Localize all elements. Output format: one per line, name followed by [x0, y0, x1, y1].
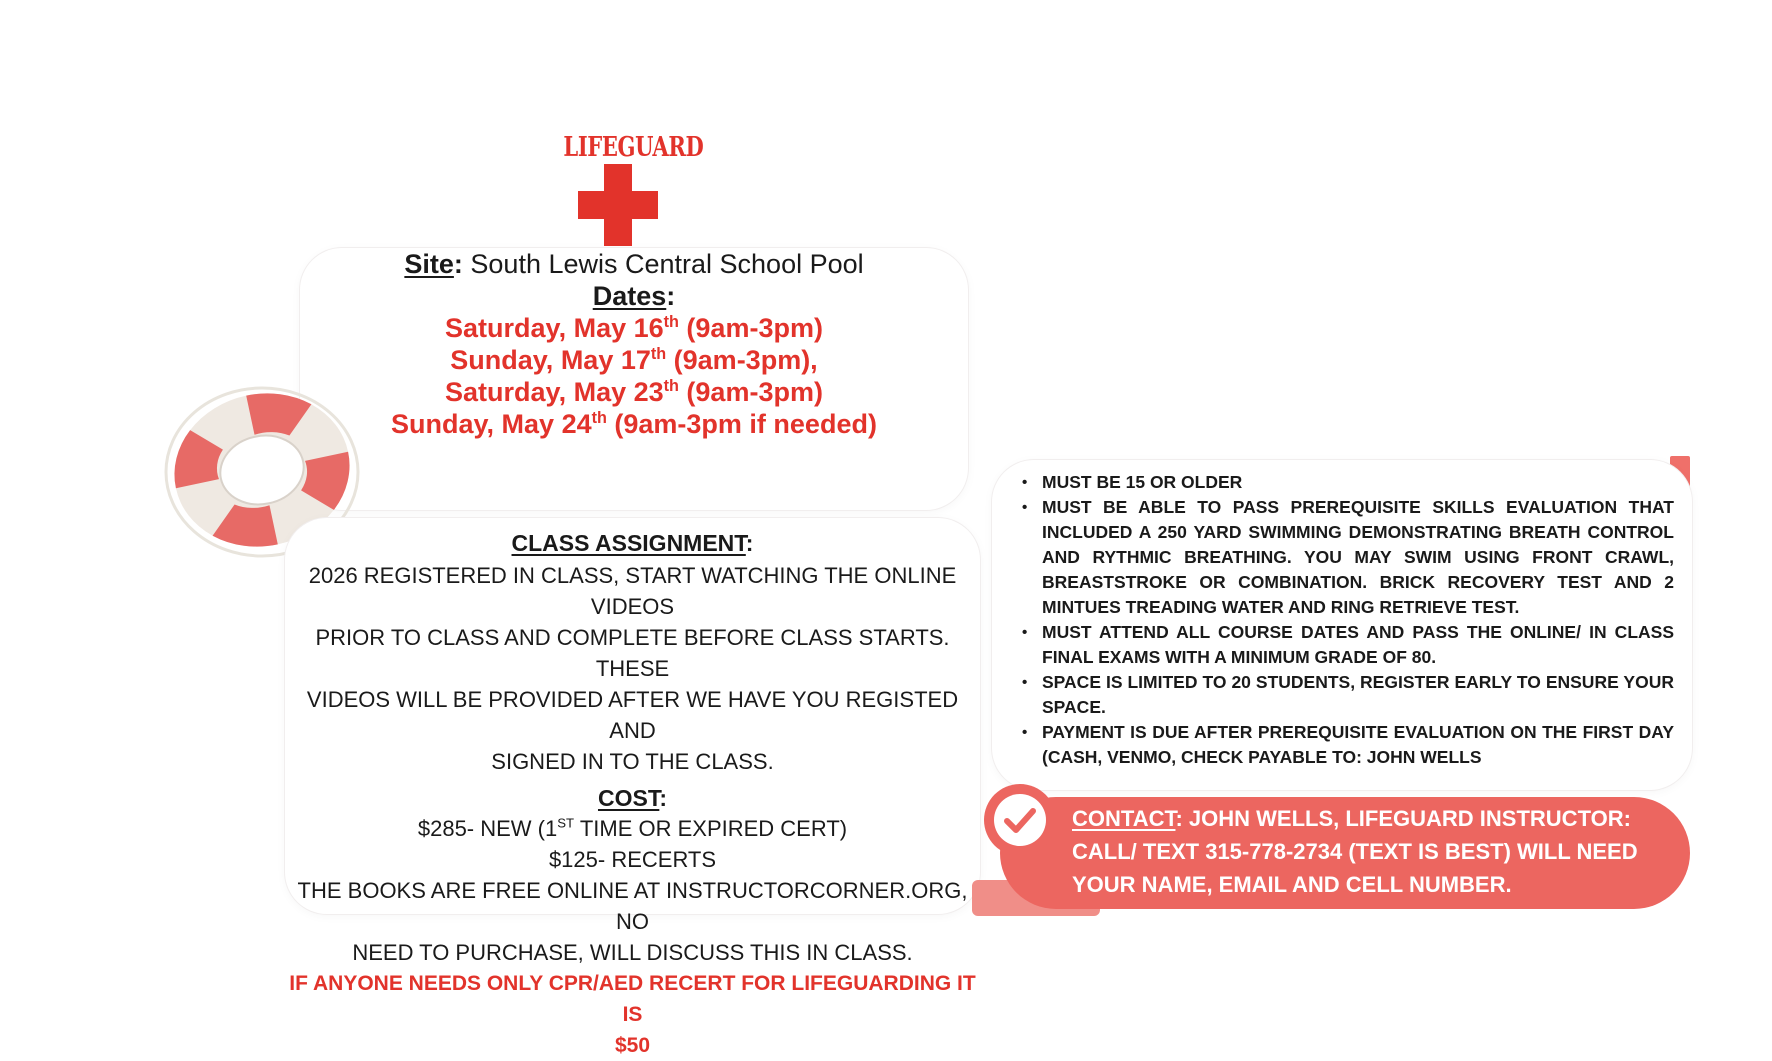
contact-line: : JOHN WELLS, LIFEGUARD INSTRUCTOR: [1175, 806, 1631, 831]
site-value: South Lewis Central School Pool [470, 249, 864, 279]
site-line [300, 248, 968, 280]
books-note: THE BOOKS ARE FREE ONLINE AT INSTRUCTORCORNER.ORG, NO NEED TO PURCHASE, WILL DISCUSS THIS IN CLASS. [297, 878, 968, 965]
date-item: Sunday, May 17th (9am-3pm), [450, 345, 818, 375]
red-cross-icon [578, 164, 658, 246]
cost-heading: COST: [597, 785, 667, 811]
date-item: Saturday, May 16th (9am-3pm) [445, 313, 823, 343]
list-item: • MUST BE 15 OR OLDER [1022, 470, 1674, 495]
cost-recert: $125- RECERTS [548, 847, 717, 872]
contact-line: CALL/ TEXT 315-778-2734 (TEXT IS BEST) WILL NEED [1072, 839, 1638, 864]
list-item: • PAYMENT IS DUE AFTER PREREQUISITE EVALUATION ON THE FIRST DAY (CASH, VENMO, CHECK PAYABLE TO: JOHN WELLS [1022, 720, 1674, 770]
class-assignment-heading: CLASS ASSIGNMENT: [511, 530, 754, 556]
date-item: Saturday, May 23th (9am-3pm) [445, 377, 823, 407]
list-item: • SPACE IS LIMITED TO 20 STUDENTS, REGISTER EARLY TO ENSURE YOUR SPACE. [1022, 670, 1674, 720]
requirements-list [1022, 470, 1674, 770]
list-item: • MUST BE ABLE TO PASS PREREQUISITE SKILLS EVALUATION THAT INCLUDED A 250 YARD SWIMMING DEMONSTRATING BREATH CONTROL AND RYTHMIC BREATHING. YOU MAY SWIM USING FRONT CRAWL, BREASTSTROKE OR COMBINATION. BRICK RECOVERY TEST AND 2 MINTUES TREADING WATER AND RING RETRIEVE TEST. [1022, 495, 1674, 620]
contact-line: YOUR NAME, EMAIL AND CELL NUMBER. [1072, 872, 1512, 897]
class-assignment-text: 2026 REGISTERED IN CLASS, START WATCHING THE ONLINE VIDEOS PRIOR TO CLASS AND COMPLETE BEFORE CLASS STARTS. THESE VIDEOS WILL BE PROVIDED AFTER WE HAVE YOU REGISTED AND SIGNED IN TO THE CLASS. [306, 563, 959, 774]
cpr-recert-note: IF ANYONE NEEDS ONLY CPR/AED RECERT FOR LIFEGUARDING IT IS $50 [289, 972, 976, 1057]
dates-label: Dates [592, 281, 667, 311]
list-item: • MUST ATTEND ALL COURSE DATES AND PASS THE ONLINE/ IN CLASS FINAL EXAMS WITH A MINIMUM GRADE OF 80. [1022, 620, 1674, 670]
date-item: Sunday, May 24th (9am-3pm if needed) [391, 409, 877, 439]
site-dates-card [300, 248, 968, 510]
lifeguard-logo-text: LIFEGUARD [563, 132, 704, 163]
contact-label: CONTACT [1072, 806, 1176, 831]
cost-new: $285- NEW (1ST TIME OR EXPIRED CERT) [417, 815, 848, 841]
dates-heading [300, 280, 968, 312]
requirements-card [992, 460, 1692, 790]
class-info-card [285, 518, 980, 1057]
dates-colon: : [666, 281, 676, 311]
checkmark-icon [994, 794, 1046, 846]
site-label: Site [404, 249, 454, 279]
site-colon: : [453, 249, 463, 279]
contact-text [1072, 802, 1682, 901]
